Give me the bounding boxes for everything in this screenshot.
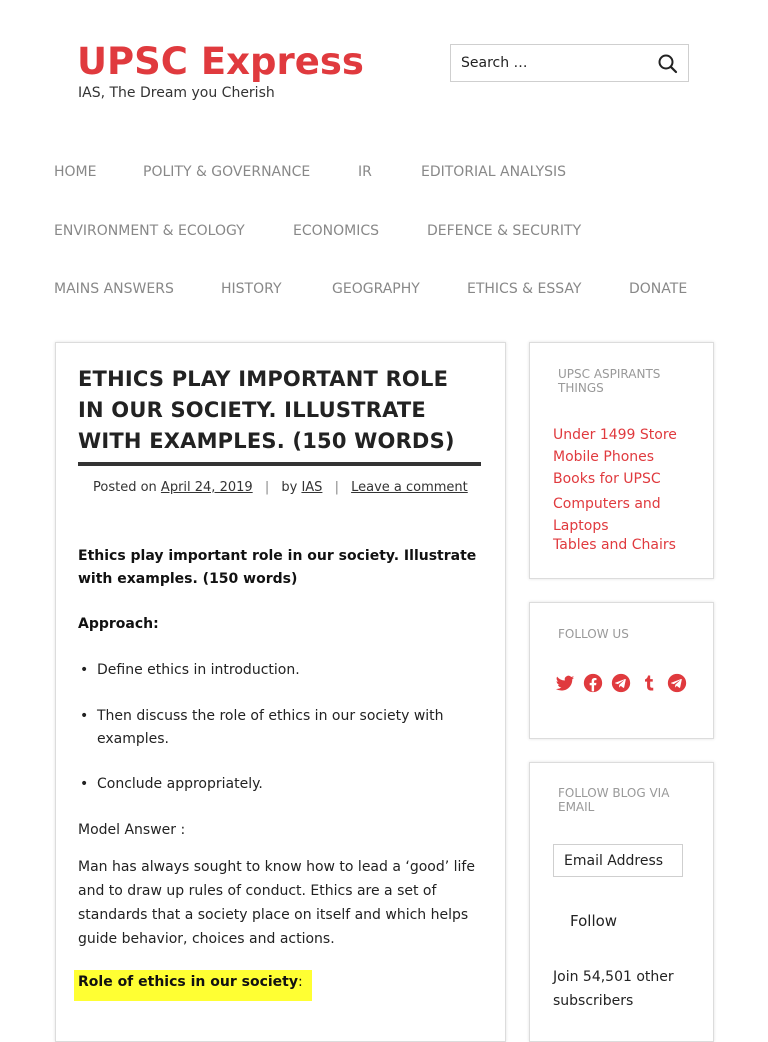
leave-comment-link[interactable]: Leave a comment xyxy=(351,480,468,495)
role-heading-text: Role of ethics in our society xyxy=(78,974,298,990)
telegram-icon[interactable] xyxy=(667,673,687,693)
nav-economics[interactable]: ECONOMICS xyxy=(293,223,380,239)
widget-title: UPSC ASPIRANTS THINGS xyxy=(558,367,661,395)
role-heading-colon: : xyxy=(297,974,303,990)
intro-paragraph: Man has always sought to know how to lead a ‘good’ life and to draw up rules of conduct. Ethics are a set of standards that a society place on itself and which helps guide behavior, choices and actions. xyxy=(78,859,475,947)
meta-separator: | xyxy=(264,480,270,495)
facebook-icon[interactable] xyxy=(583,673,603,693)
sidebar-link-books[interactable]: Books for UPSC xyxy=(553,471,661,487)
search-form xyxy=(450,44,689,82)
by-label: by xyxy=(281,480,298,495)
search-input[interactable] xyxy=(451,45,641,81)
post-date-link[interactable]: April 24, 2019 xyxy=(160,480,253,495)
search-icon xyxy=(656,52,680,76)
telegram-icon[interactable] xyxy=(611,673,631,693)
author-link[interactable]: IAS xyxy=(301,480,323,495)
widget-title: FOLLOW US xyxy=(558,627,629,641)
nav-defence-security[interactable]: DEFENCE & SECURITY xyxy=(427,223,582,239)
nav-mains-answers[interactable]: MAINS ANSWERS xyxy=(54,281,174,297)
nav-history[interactable]: HISTORY xyxy=(221,281,282,297)
nav-editorial-analysis[interactable]: EDITORIAL ANALYSIS xyxy=(421,164,567,180)
tumblr-icon[interactable] xyxy=(639,673,659,693)
sidebar-link-under-1499[interactable]: Under 1499 Store xyxy=(553,427,677,443)
email-field[interactable] xyxy=(553,844,683,877)
nav-ethics-essay[interactable]: ETHICS & ESSAY xyxy=(467,281,582,297)
sidebar-link-computers[interactable]: Computers and Laptops xyxy=(553,496,661,534)
widget-title: FOLLOW BLOG VIA EMAIL xyxy=(558,786,670,814)
follow-button[interactable]: Follow xyxy=(570,912,618,930)
model-answer-label: Model Answer : xyxy=(78,822,186,838)
nav-home[interactable]: HOME xyxy=(54,164,97,180)
post-question: Ethics play important role in our society. Illustrate with examples. (150 words) xyxy=(78,548,477,587)
role-heading xyxy=(78,971,303,994)
title-divider xyxy=(78,462,481,466)
approach-heading: Approach: xyxy=(78,616,159,632)
posted-on-label: Posted on xyxy=(93,480,157,495)
nav-ir[interactable]: IR xyxy=(358,164,372,180)
nav-environment-ecology[interactable]: ENVIRONMENT & ECOLOGY xyxy=(54,223,245,239)
site-title[interactable]: UPSC Express xyxy=(77,40,364,83)
nav-polity-governance[interactable]: POLITY & GOVERNANCE xyxy=(143,164,311,180)
widget-follow-us xyxy=(529,602,714,739)
subscribers-count: Join 54,501 other subscribers xyxy=(553,969,674,1009)
post-meta xyxy=(93,480,468,495)
meta-separator: | xyxy=(334,480,339,495)
search-button[interactable] xyxy=(656,52,680,76)
post-title: ETHICS PLAY IMPORTANT ROLE IN OUR SOCIETY. ILLUSTRATE WITH EXAMPLES. (150 WORDS) xyxy=(78,367,455,453)
sidebar-link-tables-chairs[interactable]: Tables and Chairs xyxy=(553,537,676,553)
twitter-icon[interactable] xyxy=(555,673,575,693)
sidebar-link-mobile-phones[interactable]: Mobile Phones xyxy=(553,449,655,465)
nav-geography[interactable]: GEOGRAPHY xyxy=(332,281,420,297)
site-tagline: IAS, The Dream you Cherish xyxy=(78,85,275,101)
nav-donate[interactable]: DONATE xyxy=(629,281,688,297)
